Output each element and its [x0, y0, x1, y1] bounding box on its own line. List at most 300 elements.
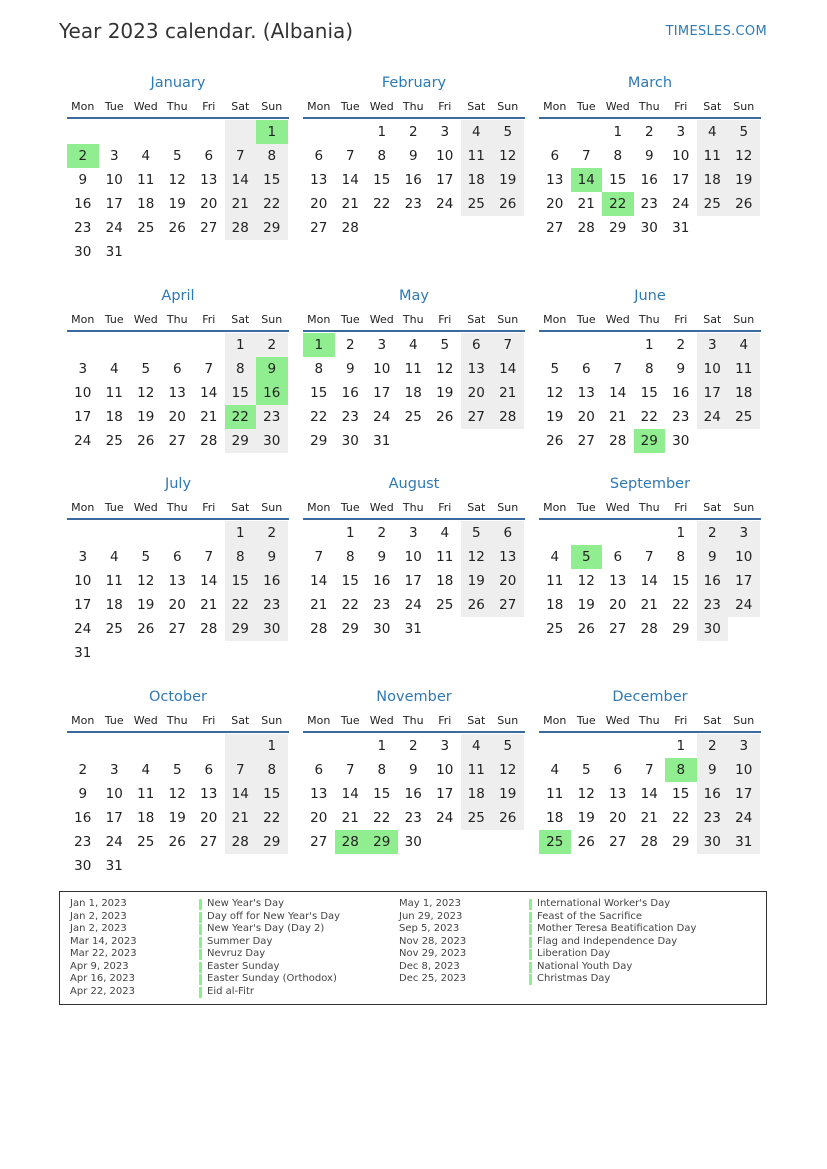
- day-cell: 16: [74, 810, 92, 826]
- day-cell: 10: [105, 786, 123, 802]
- weekday-label: Tue: [104, 100, 124, 113]
- day-cell: 14: [640, 786, 658, 802]
- legend-date: Nov 29, 2023: [399, 948, 467, 959]
- day-cell: 23: [672, 409, 690, 425]
- month-january: [67, 71, 289, 264]
- day-cell: 1: [676, 525, 686, 541]
- weekday-label: Sun: [733, 714, 755, 727]
- day-cell: 16: [373, 573, 391, 589]
- day-cell: 26: [461, 593, 493, 617]
- day-cell: 9: [256, 545, 288, 569]
- holiday-day: 29: [634, 429, 666, 453]
- weekday-label: Sat: [703, 100, 722, 113]
- day-cell: 3: [78, 549, 88, 565]
- day-cell: 17: [74, 409, 92, 425]
- day-cell: 28: [341, 220, 359, 236]
- day-cell: 2: [644, 124, 654, 140]
- day-cell: 15: [609, 172, 627, 188]
- day-cell: 22: [373, 810, 391, 826]
- day-grid: [539, 734, 761, 854]
- weekday-label: Thu: [166, 313, 188, 326]
- day-cell: 18: [461, 782, 493, 806]
- day-cell: 4: [461, 120, 493, 144]
- month-name: May: [399, 288, 429, 304]
- month-october: [67, 685, 289, 878]
- day-cell: 10: [404, 549, 422, 565]
- day-cell: 2: [676, 337, 686, 353]
- day-cell: 25: [105, 433, 123, 449]
- weekday-label: Sun: [733, 313, 755, 326]
- day-cell: 11: [137, 786, 155, 802]
- weekday-label: Sun: [497, 313, 519, 326]
- day-cell: 20: [609, 597, 627, 613]
- site-link[interactable]: TIMESLES.COM: [665, 24, 767, 39]
- day-cell: 3: [440, 124, 450, 140]
- day-cell: 29: [672, 621, 690, 637]
- legend-holiday-name: New Year's Day: [207, 898, 285, 909]
- weekday-header: [539, 95, 761, 119]
- day-cell: 24: [105, 220, 123, 236]
- day-cell: 29: [341, 621, 359, 637]
- day-cell: 14: [341, 786, 359, 802]
- month-june: [539, 284, 761, 453]
- day-cell: 5: [550, 361, 560, 377]
- day-cell: 10: [697, 357, 729, 381]
- legend-holiday-name: New Year's Day (Day 2): [207, 923, 325, 934]
- day-cell: 1: [644, 337, 654, 353]
- day-grid: [303, 521, 525, 641]
- day-cell: 28: [640, 621, 658, 637]
- day-cell: 21: [577, 196, 595, 212]
- day-cell: 21: [341, 196, 359, 212]
- day-cell: 14: [341, 172, 359, 188]
- day-cell: 5: [141, 361, 151, 377]
- day-cell: 2: [408, 124, 418, 140]
- empty-cell: [130, 120, 162, 144]
- day-cell: 13: [310, 786, 328, 802]
- day-cell: 17: [404, 573, 422, 589]
- day-cell: 2: [256, 521, 288, 545]
- day-cell: 20: [168, 409, 186, 425]
- weekday-label: Sun: [261, 313, 283, 326]
- day-cell: 5: [492, 120, 524, 144]
- day-cell: 22: [225, 593, 257, 617]
- empty-cell: [571, 333, 603, 357]
- day-cell: 26: [492, 806, 524, 830]
- month-february: [303, 71, 525, 240]
- day-cell: 19: [728, 168, 760, 192]
- weekday-label: Wed: [369, 313, 394, 326]
- weekday-label: Sat: [703, 714, 722, 727]
- day-cell: 6: [492, 521, 524, 545]
- day-cell: 17: [728, 569, 760, 593]
- day-cell: 9: [78, 172, 88, 188]
- holiday-legend: [59, 891, 767, 1005]
- day-cell: 31: [105, 858, 123, 874]
- day-cell: 3: [78, 361, 88, 377]
- holiday-day: 8: [665, 758, 697, 782]
- legend-holiday-name: Feast of the Sacrifice: [537, 910, 643, 922]
- day-cell: 15: [373, 786, 391, 802]
- weekday-label: Wed: [133, 100, 158, 113]
- legend-date: Apr 16, 2023: [70, 973, 136, 984]
- day-cell: 26: [577, 834, 595, 850]
- day-cell: 17: [436, 172, 454, 188]
- day-cell: 11: [105, 573, 123, 589]
- day-cell: 21: [310, 597, 328, 613]
- month-name: July: [164, 476, 192, 492]
- holiday-day: 28: [335, 830, 367, 854]
- day-grid: [539, 120, 761, 240]
- day-cell: 13: [168, 385, 186, 401]
- day-cell: 3: [408, 525, 418, 541]
- day-grid: [67, 734, 289, 878]
- day-cell: 3: [109, 148, 119, 164]
- day-cell: 31: [728, 830, 760, 854]
- day-cell: 24: [404, 597, 422, 613]
- day-cell: 26: [168, 834, 186, 850]
- day-grid: [303, 734, 525, 854]
- day-cell: 11: [461, 144, 493, 168]
- day-cell: 8: [613, 148, 623, 164]
- weekday-label: Mon: [307, 100, 331, 113]
- day-cell: 4: [697, 120, 729, 144]
- day-cell: 29: [310, 433, 328, 449]
- day-cell: 28: [310, 621, 328, 637]
- empty-cell: [67, 120, 99, 144]
- day-cell: 25: [105, 621, 123, 637]
- weekday-label: Tue: [104, 501, 124, 514]
- day-cell: 24: [373, 409, 391, 425]
- day-cell: 24: [672, 196, 690, 212]
- day-cell: 7: [225, 144, 257, 168]
- weekday-label: Wed: [369, 714, 394, 727]
- legend-date: Jun 29, 2023: [399, 910, 463, 922]
- empty-cell: [225, 734, 257, 758]
- day-cell: 12: [492, 144, 524, 168]
- month-may: [303, 284, 525, 453]
- weekday-label: Thu: [166, 100, 188, 113]
- day-cell: 17: [105, 196, 123, 212]
- weekday-header: [539, 496, 761, 520]
- month-july: [67, 472, 289, 665]
- day-cell: 4: [109, 361, 119, 377]
- weekday-label: Sat: [231, 714, 250, 727]
- day-cell: 24: [74, 621, 92, 637]
- day-cell: 9: [408, 148, 418, 164]
- day-cell: 30: [74, 244, 92, 260]
- weekday-header: [303, 709, 525, 733]
- day-cell: 14: [640, 573, 658, 589]
- empty-cell: [162, 333, 194, 357]
- day-cell: 27: [609, 834, 627, 850]
- day-cell: 5: [728, 120, 760, 144]
- empty-cell: [162, 734, 194, 758]
- weekday-label: Sun: [497, 501, 519, 514]
- day-cell: 15: [256, 782, 288, 806]
- weekday-label: Sat: [231, 501, 250, 514]
- day-cell: 12: [728, 144, 760, 168]
- day-cell: 2: [256, 333, 288, 357]
- empty-cell: [571, 521, 603, 545]
- weekday-header: [303, 308, 525, 332]
- day-cell: 29: [672, 834, 690, 850]
- day-cell: 18: [546, 597, 564, 613]
- weekday-label: Thu: [402, 714, 424, 727]
- day-cell: 9: [676, 361, 686, 377]
- weekday-label: Wed: [133, 313, 158, 326]
- weekday-label: Sat: [467, 100, 486, 113]
- day-cell: 16: [672, 385, 690, 401]
- day-cell: 25: [436, 597, 454, 613]
- day-cell: 20: [200, 810, 218, 826]
- day-cell: 11: [546, 573, 564, 589]
- weekday-label: Wed: [133, 714, 158, 727]
- weekday-label: Thu: [402, 501, 424, 514]
- weekday-header: [67, 308, 289, 332]
- legend-date: Mar 22, 2023: [70, 948, 137, 959]
- day-cell: 19: [492, 782, 524, 806]
- empty-cell: [602, 521, 634, 545]
- day-cell: 9: [377, 549, 387, 565]
- day-cell: 20: [461, 381, 493, 405]
- weekday-header: [67, 95, 289, 119]
- empty-cell: [303, 734, 335, 758]
- weekday-label: Mon: [543, 501, 567, 514]
- day-cell: 6: [613, 549, 623, 565]
- day-cell: 19: [546, 409, 564, 425]
- month-name: April: [161, 288, 195, 304]
- weekday-label: Thu: [638, 501, 660, 514]
- day-cell: 7: [204, 549, 214, 565]
- day-cell: 6: [461, 333, 493, 357]
- day-cell: 2: [377, 525, 387, 541]
- day-cell: 16: [74, 196, 92, 212]
- day-cell: 27: [492, 593, 524, 617]
- day-grid: [539, 333, 761, 453]
- day-cell: 29: [256, 216, 288, 240]
- day-cell: 4: [728, 333, 760, 357]
- day-cell: 13: [546, 172, 564, 188]
- day-cell: 23: [697, 806, 729, 830]
- day-cell: 7: [581, 148, 591, 164]
- day-cell: 25: [728, 405, 760, 429]
- day-cell: 25: [137, 834, 155, 850]
- day-grid: [67, 521, 289, 665]
- day-cell: 18: [404, 385, 422, 401]
- day-cell: 22: [373, 196, 391, 212]
- day-cell: 13: [168, 573, 186, 589]
- weekday-label: Fri: [438, 313, 452, 326]
- weekday-label: Wed: [605, 100, 630, 113]
- day-cell: 13: [492, 545, 524, 569]
- day-cell: 22: [672, 597, 690, 613]
- day-cell: 23: [697, 593, 729, 617]
- weekday-label: Fri: [674, 714, 688, 727]
- day-cell: 9: [78, 786, 88, 802]
- weekday-label: Sat: [467, 714, 486, 727]
- day-cell: 1: [676, 738, 686, 754]
- day-cell: 27: [546, 220, 564, 236]
- day-cell: 2: [78, 762, 88, 778]
- day-cell: 27: [310, 220, 328, 236]
- day-cell: 19: [436, 385, 454, 401]
- day-cell: 9: [697, 758, 729, 782]
- legend-date: Dec 8, 2023: [399, 960, 460, 972]
- weekday-label: Tue: [104, 313, 124, 326]
- day-cell: 7: [613, 361, 623, 377]
- weekday-label: Tue: [340, 313, 360, 326]
- day-cell: 20: [200, 196, 218, 212]
- month-name: March: [627, 75, 673, 91]
- day-cell: 17: [672, 172, 690, 188]
- empty-cell: [571, 734, 603, 758]
- holiday-day: 25: [539, 830, 571, 854]
- day-grid: [67, 333, 289, 453]
- empty-cell: [571, 120, 603, 144]
- day-cell: 21: [200, 597, 218, 613]
- day-cell: 11: [404, 361, 422, 377]
- day-cell: 6: [314, 762, 324, 778]
- day-cell: 23: [640, 196, 658, 212]
- day-grid: [303, 333, 525, 453]
- holiday-day: 16: [256, 381, 288, 405]
- day-cell: 30: [373, 621, 391, 637]
- day-cell: 12: [137, 573, 155, 589]
- day-cell: 17: [74, 597, 92, 613]
- day-cell: 21: [200, 409, 218, 425]
- empty-cell: [634, 734, 666, 758]
- day-cell: 13: [310, 172, 328, 188]
- weekday-header: [67, 496, 289, 520]
- day-cell: 10: [728, 545, 760, 569]
- day-cell: 10: [74, 573, 92, 589]
- day-cell: 5: [172, 148, 182, 164]
- day-cell: 30: [640, 220, 658, 236]
- weekday-label: Mon: [71, 714, 95, 727]
- weekday-label: Wed: [369, 100, 394, 113]
- month-name: October: [148, 689, 208, 705]
- weekday-label: Fri: [438, 501, 452, 514]
- day-cell: 28: [200, 621, 218, 637]
- day-cell: 2: [345, 337, 355, 353]
- day-cell: 22: [341, 597, 359, 613]
- day-cell: 15: [310, 385, 328, 401]
- day-cell: 26: [577, 621, 595, 637]
- day-cell: 4: [141, 762, 151, 778]
- day-cell: 31: [373, 433, 391, 449]
- day-cell: 27: [200, 834, 218, 850]
- day-cell: 19: [168, 196, 186, 212]
- day-cell: 1: [377, 738, 387, 754]
- legend-date: Apr 9, 2023: [70, 960, 129, 972]
- month-december: [539, 685, 761, 854]
- weekday-label: Fri: [202, 313, 216, 326]
- day-cell: 9: [697, 545, 729, 569]
- day-cell: 3: [728, 734, 760, 758]
- day-cell: 16: [256, 569, 288, 593]
- weekday-label: Tue: [104, 714, 124, 727]
- day-cell: 7: [644, 762, 654, 778]
- day-cell: 7: [314, 549, 324, 565]
- day-grid: [67, 120, 289, 264]
- day-cell: 18: [728, 381, 760, 405]
- empty-cell: [162, 120, 194, 144]
- weekday-label: Mon: [307, 714, 331, 727]
- day-cell: 22: [640, 409, 658, 425]
- day-cell: 12: [168, 786, 186, 802]
- weekday-label: Sun: [733, 501, 755, 514]
- day-grid: [539, 521, 761, 641]
- day-cell: 22: [310, 409, 328, 425]
- weekday-label: Tue: [576, 501, 596, 514]
- legend-holiday-name: Day off for New Year's Day: [207, 910, 341, 922]
- day-cell: 25: [137, 220, 155, 236]
- month-september: [539, 472, 761, 641]
- day-cell: 27: [310, 834, 328, 850]
- day-cell: 20: [310, 196, 328, 212]
- day-cell: 16: [404, 172, 422, 188]
- empty-cell: [130, 521, 162, 545]
- month-august: [303, 472, 525, 641]
- weekday-header: [303, 95, 525, 119]
- day-cell: 30: [74, 858, 92, 874]
- month-name: August: [388, 476, 440, 492]
- day-cell: 28: [577, 220, 595, 236]
- month-march: [539, 71, 761, 240]
- weekday-label: Wed: [605, 501, 630, 514]
- day-cell: 17: [436, 786, 454, 802]
- day-cell: 9: [408, 762, 418, 778]
- day-cell: 8: [377, 762, 387, 778]
- day-cell: 19: [492, 168, 524, 192]
- day-cell: 28: [492, 405, 524, 429]
- month-november: [303, 685, 525, 854]
- holiday-day: 2: [67, 144, 99, 168]
- day-cell: 12: [436, 361, 454, 377]
- page-title: Year 2023 calendar. (Albania): [59, 19, 354, 43]
- legend-date: Apr 22, 2023: [70, 985, 136, 997]
- day-cell: 7: [492, 333, 524, 357]
- weekday-label: Tue: [340, 100, 360, 113]
- day-cell: 20: [492, 569, 524, 593]
- empty-cell: [130, 333, 162, 357]
- day-cell: 24: [74, 433, 92, 449]
- month-name: September: [609, 476, 691, 492]
- empty-cell: [193, 333, 225, 357]
- legend-holiday-name: Mother Teresa Beatification Day: [537, 923, 697, 934]
- day-cell: 15: [225, 381, 257, 405]
- day-cell: 18: [436, 573, 454, 589]
- day-cell: 8: [676, 549, 686, 565]
- day-cell: 20: [168, 597, 186, 613]
- day-cell: 15: [672, 786, 690, 802]
- empty-cell: [539, 120, 571, 144]
- day-cell: 24: [728, 806, 760, 830]
- legend-date: Sep 5, 2023: [399, 923, 460, 934]
- day-cell: 29: [256, 830, 288, 854]
- empty-cell: [225, 120, 257, 144]
- day-cell: 25: [546, 621, 564, 637]
- day-cell: 10: [373, 361, 391, 377]
- legend-holiday-name: Flag and Independence Day: [537, 935, 678, 947]
- day-cell: 12: [577, 786, 595, 802]
- weekday-header: [303, 496, 525, 520]
- day-cell: 3: [440, 738, 450, 754]
- day-cell: 21: [225, 192, 257, 216]
- weekday-label: Tue: [576, 100, 596, 113]
- weekday-label: Thu: [638, 100, 660, 113]
